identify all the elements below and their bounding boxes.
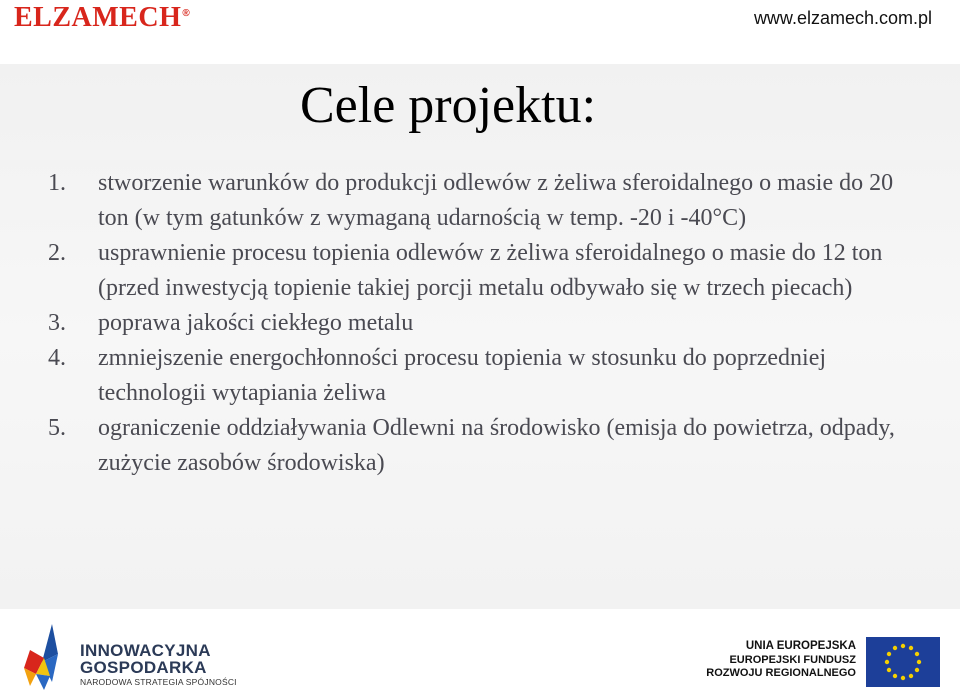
eu-line-3: ROZWOJU REGIONALNEGO <box>706 667 856 679</box>
objectives-list <box>48 166 928 481</box>
footer <box>0 610 960 697</box>
eu-flag-icon <box>866 637 940 687</box>
item-text: zmniejszenie energochłonności procesu topienia w stosunku do poprzedniej technologii wytapiania żeliwa <box>98 345 827 406</box>
brand-name: ELZAMECH <box>14 2 182 33</box>
item-number: 4. <box>48 345 66 371</box>
header-bar <box>0 0 960 36</box>
ig-line-3: NARODOWA STRATEGIA SPÓJNOŚCI <box>80 677 237 687</box>
list-item <box>48 236 928 306</box>
company-logo <box>14 2 190 34</box>
list-item <box>48 341 928 411</box>
list-item <box>48 166 928 236</box>
ig-line-2: GOSPODARKA <box>80 658 207 677</box>
item-text: usprawnienie procesu topienia odlewów z żeliwa sferoidalnego o masie do 12 ton (przed inwestycją topienie takiej porcji metalu odbywało się w trzech piecach) <box>98 240 883 301</box>
eu-line-1: UNIA EUROPEJSKA <box>745 640 856 652</box>
registered-mark: ® <box>182 8 191 19</box>
item-number: 2. <box>48 240 66 266</box>
slide-title: Cele projektu: <box>300 77 597 134</box>
item-text: poprawa jakości ciekłego metalu <box>98 310 414 336</box>
eu-fund-text <box>706 640 856 681</box>
list-item <box>48 306 928 341</box>
eu-line-2: EUROPEJSKI FUNDUSZ <box>729 653 856 666</box>
item-number: 5. <box>48 415 66 441</box>
item-text: stworzenie warunków do produkcji odlewów z żeliwa sferoidalnego o masie do 20 ton (w tym gatunków z wymaganą udarnością w temp. -20 i -40°C) <box>98 170 894 231</box>
item-number: 1. <box>48 170 66 196</box>
innovative-economy-text <box>80 642 237 688</box>
ig-line-1: INNOWACYJNA <box>80 641 211 660</box>
list-item <box>48 411 928 481</box>
website-url[interactable]: www.elzamech.com.pl <box>753 8 932 28</box>
innovative-economy-logo-icon <box>22 624 70 692</box>
item-text: ograniczenie oddziaływania Odlewni na środowisko (emisja do powietrza, odpady, zużycie zasobów środowiska) <box>98 415 895 476</box>
item-number: 3. <box>48 310 66 336</box>
